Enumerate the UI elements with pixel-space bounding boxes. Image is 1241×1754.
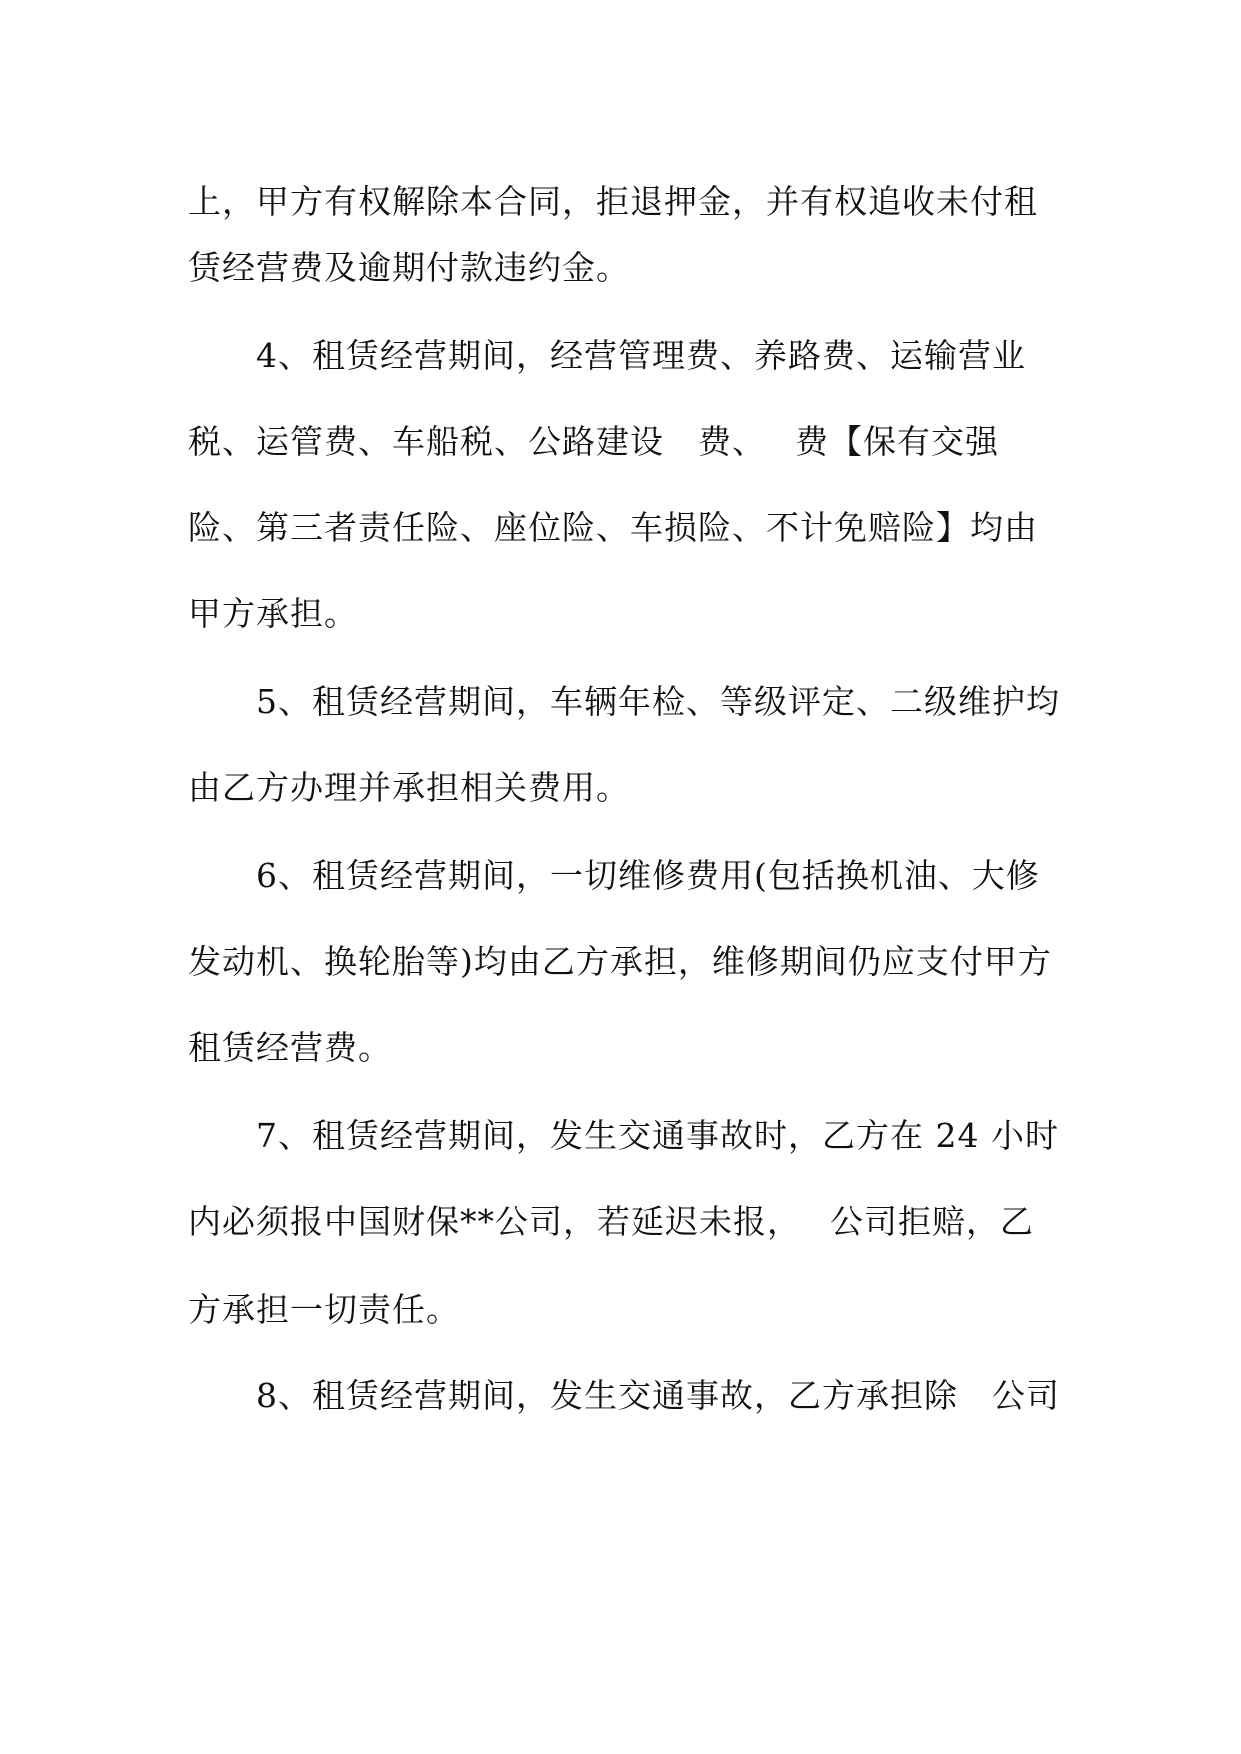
text-line: 4、租赁经营期间，经营管理费、养路费、运输营业 [188, 336, 1026, 375]
text-line: 6、租赁经营期间，一切维修费用(包括换机油、大修 [188, 856, 1040, 895]
text-line: 8、租赁经营期间，发生交通事故，乙方承担除 公司 [188, 1376, 1060, 1415]
text-line: 发动机、换轮胎等)均由乙方承担，维修期间仍应支付甲方 [188, 942, 1052, 981]
text-line: 由乙方办理并承担相关费用。 [188, 768, 630, 807]
text-line: 租赁经营费。 [188, 1028, 392, 1067]
text-line: 7、租赁经营期间，发生交通事故时，乙方在 24 小时 [188, 1116, 1059, 1155]
text-line: 上，甲方有权解除本合同，拒退押金，并有权追收未付租 [188, 182, 1038, 221]
text-line: 险、第三者责任险、座位险、车损险、不计免赔险】均由 [188, 508, 1038, 547]
text-line: 方承担一切责任。 [188, 1290, 460, 1329]
text-line: 税、运管费、车船税、公路建设 费、 费【保有交强 [188, 422, 999, 461]
text-line: 内必须报中国财保**公司，若延迟未报， 公司拒赔，乙 [188, 1202, 1034, 1241]
text-line: 赁经营费及逾期付款违约金。 [188, 248, 630, 287]
text-line: 5、租赁经营期间，车辆年检、等级评定、二级维护均 [188, 682, 1060, 721]
text-line: 甲方承担。 [188, 594, 358, 633]
